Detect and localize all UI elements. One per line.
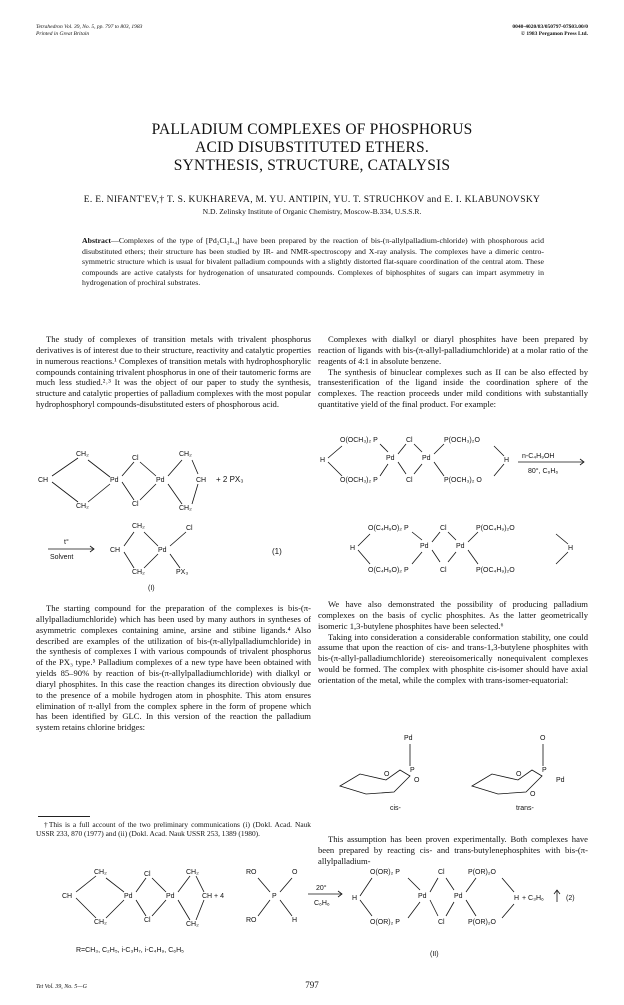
scheme-1-figure	[36, 446, 311, 596]
isomer-structures	[330, 730, 580, 816]
label: H	[514, 895, 520, 902]
label: CH₂	[186, 869, 199, 876]
label: P(OR)₂O	[468, 869, 496, 876]
reagent: + 2 PX₃	[216, 475, 244, 484]
label: Cl	[144, 871, 151, 878]
equation-number: (1)	[272, 547, 282, 556]
paragraph: Complexes with dialkyl or diaryl phosphites have been prepared by reaction of ligands with bis-(π-allyl-palladiumchloride) at a molar ratio of the reagents of 4:1 in absolute benzene.	[318, 334, 588, 366]
metal-label: Pd	[404, 735, 413, 742]
scheme-transesterification	[316, 432, 592, 584]
conditions-bottom: C₆H₆	[314, 900, 330, 907]
copyright-block: 0040-4020/83/050797-07$03.00/0 © 1983 Pergamon Press Ltd.	[512, 24, 588, 37]
label: CH	[196, 477, 207, 484]
label: O(OR)₂ P	[370, 919, 400, 926]
label: P(OC₄H₉)₂O	[476, 567, 515, 574]
conditions-bottom: Solvent	[50, 554, 74, 561]
label: H	[350, 545, 356, 552]
page-number: 797	[305, 980, 319, 990]
paragraph: This assumption has been proven experimentally. Both complexes have been prepared by reacting cis- and trans-butylenephosphites with bis-(π-allylpalladium-	[318, 834, 588, 866]
right-column-top	[318, 334, 588, 410]
label: Pd	[422, 455, 431, 462]
label: Cl	[406, 437, 413, 444]
label: O	[540, 735, 546, 742]
label: O(OCH₃)₂ P	[340, 477, 378, 484]
trans-label: trans-	[516, 805, 534, 812]
label: O	[414, 777, 420, 784]
journal-citation: Tetrahedron Vol. 39, No. 5, pp. 797 to 803, 1983 Printed in Great Britain	[36, 24, 143, 37]
label: P	[542, 767, 547, 774]
label: H	[320, 457, 326, 464]
label: CH + 4	[202, 893, 224, 900]
right-column-middle	[318, 599, 588, 686]
paragraph: The starting compound for the preparation of the complexes is bis-(π-allylpalladiumchloride) which has been used by many authors in syntheses of asymmetric complexes containing amine, arsine and stibine ligands.⁴ Also described are examples of the utilization of bis-(π-allylpalladiumchloride) in the synthesis of complexes I with various compounds of trivalent phosphorus of the PX₃ type.⁵ Palladium complexes of a new type have been obtained with yields 85–90% by reaction of bis-(π-allylpalladiumchloride) with dialkyl or diaryl phosphites. In this case the reaction changes its direction obviously due to the presence of a mobile hydrogen atom in phosphite. This atom ensures elimination of π-allyl from the complex sphere in the form of propene which has been identified by GLC. In this version of the reaction the palladium system retains chlorine bridges:	[36, 603, 311, 733]
label: Pd	[156, 477, 165, 484]
label: H	[292, 917, 298, 924]
metal-label: Pd	[556, 777, 565, 784]
paragraph: Taking into consideration a considerable conformation stability, one could assume that upon the reaction of cis- and trans-1,3-butylene phosphites with bis-(π-allyl-palladiumchloride) stereoisomerically nonequivalent complexes would be formed. The complex with phosphite cis-isomer should have axial orientation of the metal, while the complex with trans-isomer-equatorial:	[318, 631, 588, 685]
scheme-2-figure	[36, 864, 596, 968]
label: H	[352, 895, 358, 902]
label: CH	[62, 893, 73, 900]
conditions-bottom: 80°, C₆H₆	[528, 468, 559, 475]
label: H	[568, 545, 574, 552]
label: CH₂	[94, 869, 107, 876]
label: O(OR)₂ P	[370, 869, 400, 876]
footnote: †This is a full account of the two preliminary communications (i) (Dokl. Acad. Nauk USSR 233, 870 (1977) and (ii) (Dokl. Acad. Nauk USSR 253, 1389 (1980).	[36, 820, 311, 839]
conditions-top: 20°	[316, 885, 327, 892]
label: Pd	[166, 893, 175, 900]
label: Pd	[124, 893, 133, 900]
label: Cl	[440, 567, 447, 574]
r-groups: R=CH₃, C₂H₅, i-C₃H₇, i-C₄H₉, C₆H₅	[76, 947, 184, 954]
cis-label: cis-	[390, 805, 401, 812]
label: O(OCH₃)₂ P	[340, 437, 378, 444]
label: P	[410, 767, 415, 774]
label: CH₂	[186, 921, 199, 928]
label: P(OC₄H₉)₂O	[476, 525, 515, 532]
label: CH₂	[76, 503, 89, 510]
label: RO	[246, 917, 257, 924]
label: CH₂	[76, 451, 89, 458]
abstract-text: —Complexes of the type of [Pd₂Cl₂L₄] have been prepared by the reaction of bis-(π-allylpalladium-chloride) with phosphorous acid disubstituted ethers; their structure has been studied by IR- and NMR-spectroscopy and X-ray analysis. The complexes have a dimeric centro-symmetric structure which is usual for bivalent palladium compounds with a slightly distorted flat-square coordination of the central atom. These compounds are active catalysts for hydrogenation of unsaturated compounds. Complexes of biphosphites of sugars can impart asymmetry in hydrogenation of prochiral substrates.	[82, 236, 544, 287]
label: Cl	[438, 869, 445, 876]
label: CH₂	[132, 523, 145, 530]
label: CH	[110, 547, 121, 554]
label: CH	[38, 477, 49, 484]
abstract	[82, 236, 544, 289]
compound-label: (II)	[430, 951, 439, 958]
volume-line: Tet Vol. 39, No. 5—G	[36, 984, 87, 990]
label: O	[516, 771, 522, 778]
paragraph: The study of complexes of transition metals with trivalent phosphorus derivatives is of interest due to their structure, reactivity and catalytic properties in numerous reactions.¹ Complexes of transition metals with hydrophosphorylic compounds containing trivalent phosphorus in one of their tautomeric forms are much less studied.²˒³ It was the object of our paper to study the synthesis, structure and catalytic properties of palladium complexes with the most popular hydrophosphoryl compounds-disubstituted esters of phosphorous acid.	[36, 334, 311, 410]
label: O	[530, 791, 536, 798]
label: O	[292, 869, 298, 876]
label: Pd	[456, 543, 465, 550]
label: P(OR)₂O	[468, 919, 496, 926]
label: P(OCH₃)₂ O	[444, 477, 482, 484]
label: Pd	[386, 455, 395, 462]
label: Pd	[420, 543, 429, 550]
label: Cl	[132, 501, 139, 508]
left-column-bottom	[36, 603, 311, 733]
label: H	[504, 457, 510, 464]
label: Cl	[144, 917, 151, 924]
label: CH₂	[179, 451, 192, 458]
abstract-label: Abstract	[82, 236, 112, 245]
label: O	[384, 771, 390, 778]
label: PX₃	[176, 569, 189, 576]
label: Cl	[132, 455, 139, 462]
label: RO	[246, 869, 257, 876]
label: Cl	[406, 477, 413, 484]
right-column-bottom	[318, 834, 588, 867]
conditions-top: t°	[64, 539, 69, 546]
conditions-top: n-C₄H₉OH	[522, 453, 555, 460]
paragraph: The synthesis of binuclear complexes such as II can be also effected by transesterification of the ligand inside the coordination sphere of the complexes. The reaction proceeds under mild conditions with substantially quantitative yield of the final product. For example:	[318, 366, 588, 410]
label: CH₂	[94, 919, 107, 926]
equation-number: (2)	[566, 895, 575, 902]
left-column-top	[36, 334, 311, 410]
label: CH₂	[179, 505, 192, 512]
paragraph: We have also demonstrated the possibility of producing palladium complexes on the basis of cyclic phosphites. As the latter geometrically isomeric 1,3-butylene phosphites have been selected.⁶	[318, 599, 588, 631]
affiliation: N.D. Zelinsky Institute of Organic Chemistry, Moscow-B.334, U.S.S.R.	[202, 207, 422, 216]
paper-title: PALLADIUM COMPLEXES OF PHOSPHORUS ACID DISUBSTITUTED ETHERS. SYNTHESIS, STRUCTURE, CATALYSIS	[151, 121, 473, 174]
label: Pd	[110, 477, 119, 484]
label: Pd	[454, 893, 463, 900]
label: P	[272, 893, 277, 900]
label: Cl	[186, 525, 193, 532]
byproduct: + C₃H₆	[522, 895, 544, 902]
label: O(C₄H₉O)₂ P	[368, 525, 409, 532]
label: Cl	[440, 525, 447, 532]
label: P(OCH₃)₂O	[444, 437, 480, 444]
label: O(C₄H₉O)₂ P	[368, 567, 409, 574]
label: Pd	[418, 893, 427, 900]
author-list: E. E. NIFANT'EV,† T. S. KUKHAREVA, M. YU. ANTIPIN, YU. T. STRUCHKOV and E. I. KLABUNOVSKY	[83, 195, 541, 205]
compound-label: (I)	[148, 585, 155, 592]
label: Pd	[158, 547, 167, 554]
label: Cl	[438, 919, 445, 926]
footnote-rule	[38, 816, 90, 817]
label: CH₂	[132, 569, 145, 576]
